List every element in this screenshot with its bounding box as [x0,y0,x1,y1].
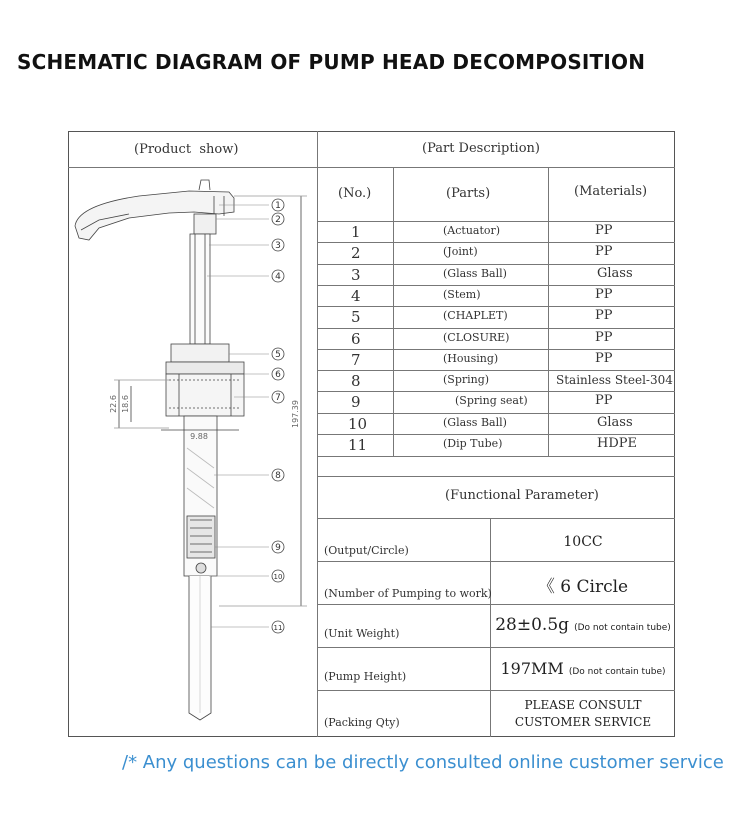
divider [317,647,675,648]
svg-text:1: 1 [275,201,281,211]
fp-label-pumping: (Number of Pumping to work) [324,587,492,600]
part-number: 1 [351,223,361,241]
row-divider [317,370,675,371]
divider [317,604,675,605]
dim-18-6: 18.6 [121,395,130,413]
divider [317,476,675,477]
part-number: 6 [351,329,361,348]
part-number: 11 [348,436,368,454]
callout-8 [272,469,284,481]
svg-text:2: 2 [275,215,281,225]
part-number: 3 [351,265,361,284]
part-number: 2 [351,244,361,263]
part-material: PP [595,393,613,409]
part-name: (Actuator) [443,224,501,237]
fp-label-output: (Output/Circle) [324,544,409,557]
part-name: (Joint) [443,245,478,259]
svg-text:5: 5 [275,350,281,360]
part-material: Glass [597,265,633,281]
callout-1 [272,199,284,211]
part-name: (CHAPLET) [443,309,508,323]
divider [317,690,675,691]
fp-label-packing: (Packing Qty) [324,716,400,729]
divider [317,561,675,562]
part-material: PP [595,286,613,302]
part-number: 5 [351,308,361,327]
row-divider [317,434,675,435]
fp-label-weight: (Unit Weight) [324,627,400,640]
pump-diagram [69,168,317,736]
fp-value-weight [491,615,675,635]
height-value: 197MM [500,659,564,678]
fp-value-height [491,659,675,678]
row-divider [317,349,675,350]
row-divider [317,413,675,414]
part-name: (Stem) [443,287,481,301]
callout-10 [272,570,284,582]
part-material: HDPE [597,436,637,451]
part-number: 7 [351,350,361,369]
part-material: PP [595,223,613,238]
row-divider [317,242,675,243]
part-material: Stainless Steel-304 [556,373,673,388]
dim-9-88: 9.88 [190,432,208,441]
part-number: 9 [351,393,361,412]
part-material: PP [595,329,613,345]
part-number: 10 [348,414,368,433]
svg-text:8: 8 [275,471,281,481]
dim-22-6: 22.6 [109,395,118,413]
page-title: SCHEMATIC DIAGRAM OF PUMP HEAD DECOMPOSITION [17,50,646,74]
callout-2 [272,213,284,225]
svg-text:6: 6 [275,370,281,380]
part-number: 4 [351,286,361,305]
part-name: (Spring seat) [455,394,528,408]
part-material: Glass [597,414,633,430]
part-name: (CLOSURE) [443,330,510,344]
svg-text:11: 11 [273,624,283,632]
col-parts-header: (Parts) [446,186,491,201]
svg-text:9: 9 [275,543,281,553]
row-divider [317,264,675,265]
svg-text:3: 3 [275,241,281,251]
row-divider [317,221,675,222]
part-number: 8 [351,372,361,391]
packing-line1: PLEASE CONSULT [524,698,642,712]
part-name: (Housing) [443,351,499,365]
part-name: (Glass Ball) [443,266,507,280]
callout-6 [272,368,284,380]
fp-value-packing [491,697,675,731]
fp-label-height: (Pump Height) [324,670,407,683]
row-divider [317,391,675,392]
packing-line2: CUSTOMER SERVICE [514,715,652,729]
callout-3 [272,239,284,251]
height-note: (Do not contain tube) [568,667,666,677]
weight-note: (Do not contain tube) [574,623,671,633]
col-no-header: (No.) [338,186,372,201]
fp-value-output: 10CC [563,534,603,550]
svg-text:7: 7 [275,393,281,403]
col-materials-header: (Materials) [574,184,648,199]
row-divider [317,285,675,286]
part-name: (Glass Ball) [443,415,507,429]
svg-text:10: 10 [273,573,283,581]
part-material: PP [595,244,613,260]
divider [317,456,675,457]
part-material: PP [595,308,613,324]
callout-5 [272,348,284,360]
fp-value-pumping: 《 6 Circle [537,577,629,597]
part-name: (Spring) [443,373,490,387]
svg-text:4: 4 [275,272,281,282]
product-show-header: (Product show) [134,142,239,157]
callout-4 [272,270,284,282]
part-material: PP [595,350,613,366]
callout-7 [272,391,284,403]
divider [317,518,675,519]
row-divider [317,328,675,329]
row-divider [317,306,675,307]
part-name: (Dip Tube) [443,437,503,450]
callout-9 [272,541,284,553]
weight-value: 28±0.5g [495,615,570,635]
dim-total-height: 197.39 [291,400,300,428]
footer-note: /* Any questions can be directly consulted online customer service [122,752,724,773]
callout-11 [272,621,284,633]
functional-parameter-header: (Functional Parameter) [445,488,599,503]
part-description-header: (Part Description) [422,141,540,156]
